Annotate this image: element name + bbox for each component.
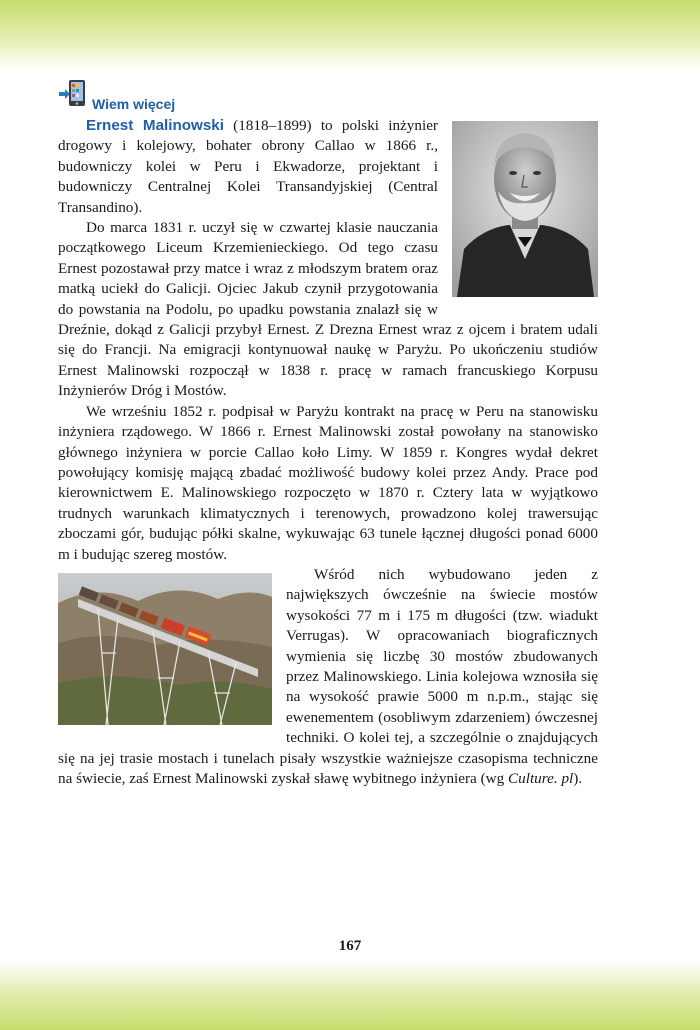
paragraph-3: We wrześniu 1852 r. podpisał w Paryżu kontrakt na pracę w Peru na stanowisku inżyniera rządowego. W 1866 r. Ernest Malinowski został powołany na stanowisko głównego inżyniera w porcie Callao koło Limy. W 1859 r. Kongres wydał dekret powołujący komisję mającą zbadać możliwość budowy kolei przez Andy. Prace pod kierownictwem E. Malinowskiego rozpoczęto w 1870 r. Cztery lata w wyjątkowo trudnych warunkach klimatycznych i terenowych, prowadzono kolej trawersując zboczami gór, budując półki skalne, wykuwając 63 tunele łącznej długości ponad 6000 m i budując szereg mostów.	[58, 402, 598, 563]
paragraph-2: Do marca 1831 r. uczył się w czwartej klasie nauczania początkowego Liceum Krzemienieckiego. Od tego czasu Ernest pozostawał przy matce i wraz z młodszym bratem oraz matką uciekł do Galicji. Ojciec Jakub czynił przygotowania do powstania na Podolu, po upadku powstania znalazł się w Dreźnie, dokąd z Galicji przybył Ernest. Z Drezna Ernest wraz z ojcem i bratem udali się do Francji. Na emigracji kontynuował naukę w Paryżu. Po ukończeniu studiów Ernest Malinowski rozpoczął w 1838 r. pracę w ramach francuskiego Korpusu Inżynierów Dróg i Mostów.	[58, 219, 598, 400]
section-header	[58, 83, 175, 113]
paragraph-4-end: ).	[573, 770, 583, 787]
paragraph-1-text: (1818–1899) to polski inżynier drogowy i kolejowy, bohater obrony Callao w 1866 r., budowniczy kolei w Peru i Ekwadorze, projektant i budowniczy Centralnej Kolei Transandyjskiej (Central Transandino).	[58, 117, 438, 216]
page-number: 167	[338, 938, 362, 954]
article-body	[58, 116, 598, 789]
tablet-icon	[58, 78, 88, 113]
bottom-color-band	[0, 960, 700, 1030]
verrugas-bridge-photo	[58, 573, 272, 725]
top-color-band	[0, 0, 700, 70]
source-citation: Culture. pl	[508, 770, 574, 787]
section-title: Wiem więcej	[92, 96, 176, 112]
paragraph-4-text: Wśród nich wybudowano jeden z największych ówcześnie na świecie mostów wysokości 77 m i 175 m długości (tzw. wiadukt Verrugas). W opracowaniach biograficznych wymienia się liczbę 30 mostów zbudowanych przez Malinowskiego. Linia kolejowa wznosiła się na wysokość prawie 5000 m n.p.m., stając się ewenementem (osobliwym zdarzeniem) ówczesnej techniki. O kolei tej, a szczególnie o znajdujących się na jej trasie mostach i tunelach pisały wszystkie ważniejsze czasopisma techniczne na świecie, zaś Ernest Malinowski zyskał sławę wybitnego inżyniera (wg	[58, 565, 598, 787]
malinowski-portrait-photo	[452, 121, 598, 297]
person-name: Ernest Malinowski	[86, 117, 224, 134]
